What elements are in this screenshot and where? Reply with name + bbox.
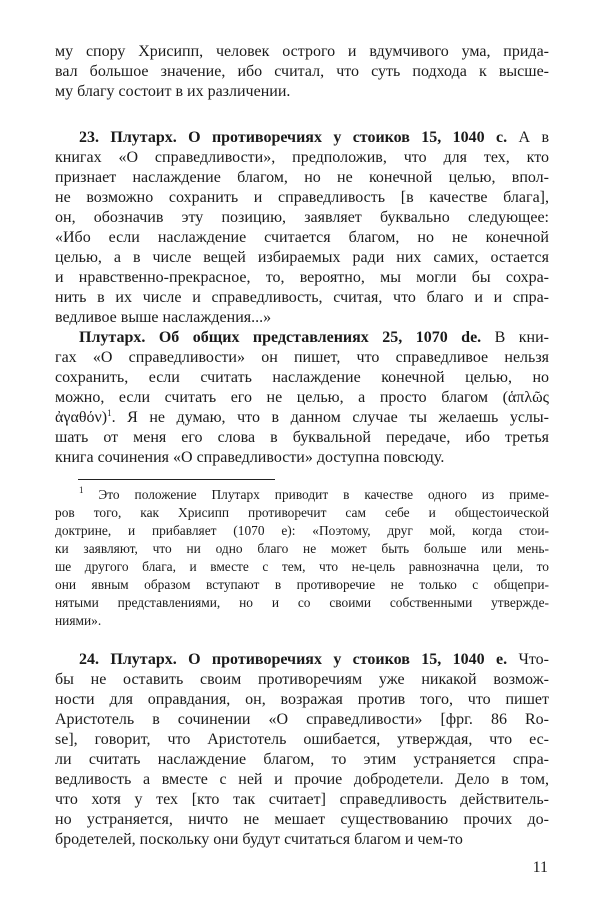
footnote-line xyxy=(55,558,549,576)
line-text: Аристотель в сочинении «О справедливости» [фрг. 86 Ro- xyxy=(55,711,549,728)
line-text: se], говорит, что Аристотель ошибается, утверждая, что ес- xyxy=(55,731,549,748)
footnote-line xyxy=(55,522,549,540)
text-line xyxy=(55,82,549,102)
line-text: Что- xyxy=(507,651,550,668)
line-text: признает наслаждение благом, но не конечной целью, впол- xyxy=(55,169,549,186)
fragment-23-general-conceptions xyxy=(55,328,549,468)
line-text: ниями». xyxy=(55,613,102,628)
line-text: он, обозначив эту позицию, заявляет буквально следующее: xyxy=(55,209,549,226)
line-text: они явным образом вступают в противоречие не только с общепри- xyxy=(55,577,549,592)
page-number: 11 xyxy=(532,859,548,876)
text-line xyxy=(55,750,549,770)
footnote-line xyxy=(55,504,549,522)
line-text: гах «О справедливости» он пишет, что справедливое нельзя xyxy=(55,349,549,366)
text-line xyxy=(55,388,549,408)
text-line xyxy=(55,148,549,168)
text-line xyxy=(55,448,549,468)
text-line xyxy=(55,308,549,328)
footnote-separator xyxy=(78,479,275,480)
text-line xyxy=(55,710,549,730)
line-text: ли считать наслаждение благом, то этим устраняется спра- xyxy=(55,751,549,768)
line-text: не возможно сохранить и справедливость [в качестве блага], xyxy=(55,189,549,206)
text-line xyxy=(55,208,549,228)
text-line xyxy=(55,348,549,368)
text-line xyxy=(55,650,549,670)
footnote-line xyxy=(55,486,549,504)
line-text: ности для оправдания, он, возражая против того, что пишет xyxy=(55,691,549,708)
line-text: му благу состоит в их различении. xyxy=(55,83,291,100)
line-text: но устраняется, ничто не мешает существованию прочих до- xyxy=(55,811,549,828)
text-line xyxy=(55,188,549,208)
paragraph-continuation xyxy=(55,42,549,102)
text-line xyxy=(55,790,549,810)
line-text: ки заявляют, что ни одно благо не может быть больше или мень- xyxy=(55,541,549,556)
text-line xyxy=(55,368,549,388)
section-heading: 24. Плутарх. О противоречиях у стоиков 15, 1040 e. xyxy=(79,651,508,668)
line-text: . Я не думаю, что в данном случае ты желаешь услы- xyxy=(111,409,549,426)
text-line xyxy=(55,168,549,188)
line-text: книгах «О справедливости», предположив, что для тех, кто xyxy=(55,149,549,166)
text-line xyxy=(55,288,549,308)
text-line xyxy=(55,128,549,148)
line-text: ров того, как Хрисипп противоречит сам себе и общестоической xyxy=(55,505,549,520)
text-line xyxy=(55,670,549,690)
footnote-line xyxy=(55,540,549,558)
text-line xyxy=(55,408,549,428)
line-text: бродетелей, поскольку они будут считаться благом и чем-то xyxy=(55,831,463,848)
section-heading: Плутарх. Об общих представлениях 25, 1070 de. xyxy=(79,329,482,346)
text-line xyxy=(55,690,549,710)
line-text: ше другого блага, и вместе с тем, что не-цель равнозначна цели, то xyxy=(55,559,549,574)
text-line xyxy=(55,42,549,62)
line-text: бы не оставить своим противоречиям уже никакой возмож- xyxy=(55,671,549,688)
line-text: му спору Хрисипп, человек острого и вдумчивого ума, прида- xyxy=(55,43,549,60)
line-text: В кни- xyxy=(481,329,549,346)
text-line xyxy=(55,830,549,850)
footnote-line xyxy=(55,612,549,630)
line-text: «Ибо если наслаждение считается благом, но не конечной xyxy=(55,229,549,246)
footnote-number: 1 xyxy=(79,485,84,495)
line-text: нятыми представлениями, но и со своими собственными утвержде- xyxy=(55,595,549,610)
line-text: вал большое значение, ибо считал, что суть подхода к высше- xyxy=(55,63,549,80)
line-text: ἀγαθόν) xyxy=(55,409,108,426)
line-text: Это положение Плутарх приводит в качестве одного из приме- xyxy=(83,487,549,502)
text-line xyxy=(55,328,549,348)
line-text: целью, а в числе вещей избираемых ради них самих, остается xyxy=(55,249,549,266)
text-line xyxy=(55,268,549,288)
text-line xyxy=(55,62,549,82)
section-heading: 23. Плутарх. О противоречиях у стоиков 15, 1040 c. xyxy=(79,129,508,146)
footnote xyxy=(55,486,549,630)
line-text: сохранить, если считать наслаждение конечной целью, но xyxy=(55,369,549,386)
line-text: А в xyxy=(507,129,550,146)
footnote-marker: 1 xyxy=(107,408,112,418)
line-text: ведливость а вместе с ней и прочие добродетели. Дело в том, xyxy=(55,771,549,788)
line-text: можно, если считать его не целью, а просто благом (ἁπλῶς xyxy=(55,389,549,406)
line-text: что хотя у тех [кто так считает] справедливость действитель- xyxy=(55,791,549,808)
line-text: книга сочинения «О справедливости» доступна повсюду. xyxy=(55,449,445,466)
text-line xyxy=(55,770,549,790)
fragment-24 xyxy=(55,650,549,850)
fragment-23 xyxy=(55,128,549,328)
line-text: нить в их числе и справедливость, считая, что благо и и спра- xyxy=(55,289,549,306)
text-line xyxy=(55,248,549,268)
line-text: и нравственно-прекрасное, то, вероятно, мы могли бы сохра- xyxy=(55,269,549,286)
footnote-line xyxy=(55,576,549,594)
line-text: доктрине, и прибавляет (1070 e): «Поэтому, друг мой, когда стои- xyxy=(55,523,549,538)
text-line xyxy=(55,228,549,248)
line-text: шать от меня его слова в буквальной передаче, ибо третья xyxy=(55,429,549,446)
line-text: ведливое выше наслаждения...» xyxy=(55,309,272,326)
footnote-line xyxy=(55,594,549,612)
text-line xyxy=(55,730,549,750)
text-line xyxy=(55,810,549,830)
text-line xyxy=(55,428,549,448)
